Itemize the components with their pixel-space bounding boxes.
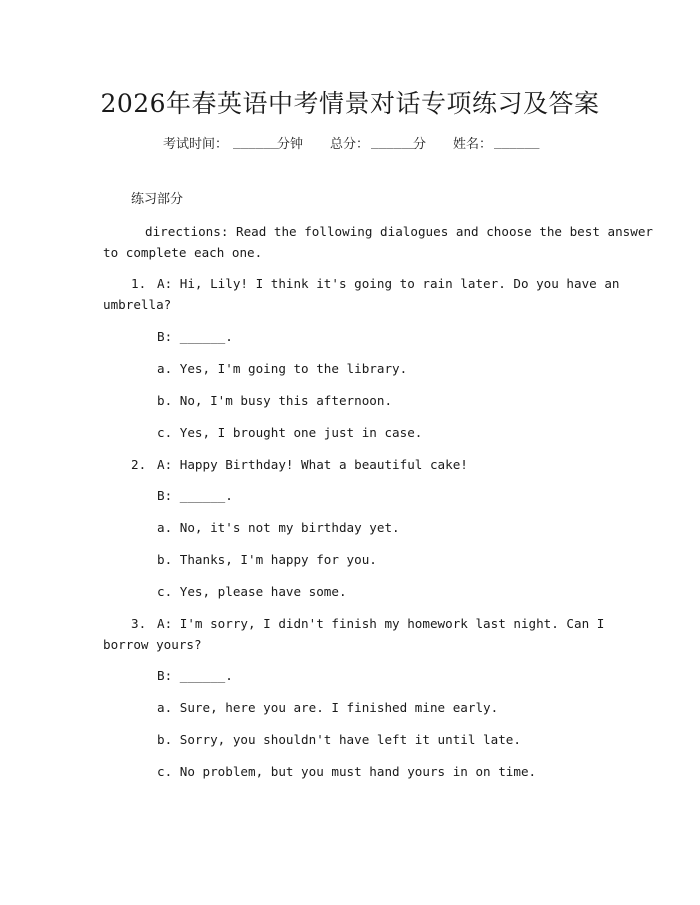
option-b: b. Thanks, I'm happy for you. <box>157 552 377 567</box>
time-blank: ______ <box>233 134 279 149</box>
option-c: c. Yes, I brought one just in case. <box>157 425 423 440</box>
question-number: 1. <box>131 276 147 291</box>
score-unit: 分 <box>413 137 427 152</box>
option-c: c. No problem, but you must hand yours in on time. <box>157 764 537 779</box>
response-line: B: ______. <box>157 488 233 503</box>
question-number: 2. <box>131 457 147 472</box>
page-title: 2026年春英语中考情景对话专项练习及答案 <box>100 89 600 118</box>
option-c: c. Yes, please have some. <box>157 584 347 599</box>
question-prompt-line-1: A: Hi, Lily! I think it's going to rain later. Do you have an <box>157 276 620 291</box>
option-a: a. Sure, here you are. I finished mine early. <box>157 700 499 715</box>
option-b: b. Sorry, you shouldn't have left it until late. <box>157 732 521 747</box>
option-a: a. Yes, I'm going to the library. <box>157 361 408 376</box>
response-line: B: ______. <box>157 329 233 344</box>
option-b: b. No, I'm busy this afternoon. <box>157 393 393 408</box>
directions-line-2: to complete each one. <box>103 245 263 260</box>
question-number: 3. <box>131 616 147 631</box>
directions-line-1: directions: Read the following dialogues and choose the best answer <box>145 224 653 239</box>
name-blank: ______ <box>494 134 540 149</box>
question-prompt-line-2: borrow yours? <box>103 637 202 652</box>
score-blank: ______ <box>371 134 417 149</box>
response-line: B: ______. <box>157 668 233 683</box>
time-label: 考试时间： <box>163 137 229 152</box>
option-a: a. No, it's not my birthday yet. <box>157 520 400 535</box>
score-label: 总分： <box>330 137 370 152</box>
question-prompt-line-1: A: Happy Birthday! What a beautiful cake! <box>157 457 468 472</box>
name-label: 姓名： <box>453 137 493 152</box>
question-prompt-line-1: A: I'm sorry, I didn't finish my homework last night. Can I <box>157 616 605 631</box>
question-prompt-line-2: umbrella? <box>103 297 172 312</box>
section-label: 练习部分 <box>131 192 184 207</box>
time-unit: 分钟 <box>277 137 304 152</box>
